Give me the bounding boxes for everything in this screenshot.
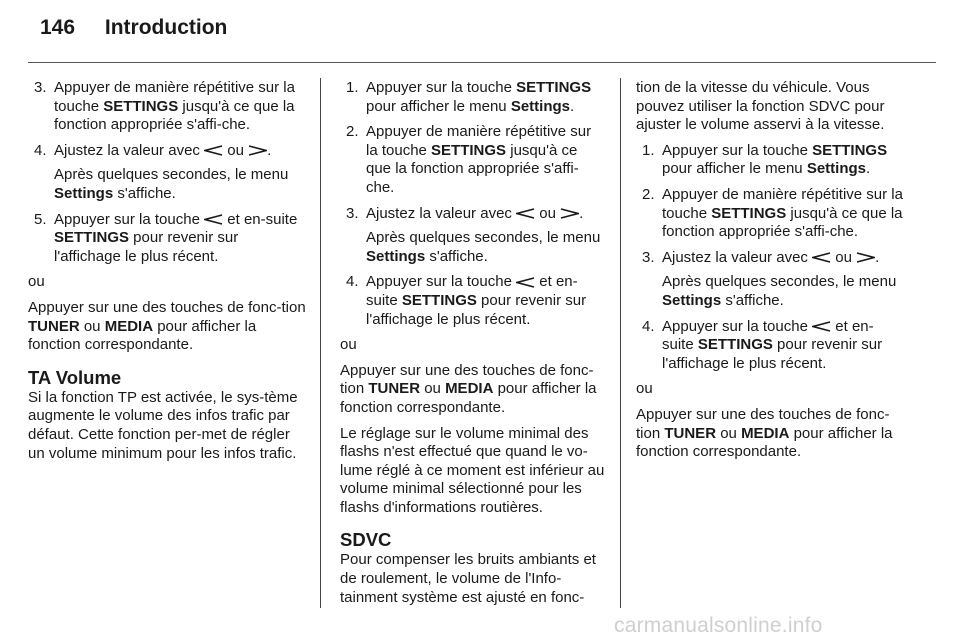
page-number: 146: [40, 16, 76, 39]
right-arrow-icon: [560, 208, 579, 219]
step-list: [636, 142, 904, 374]
list-item: 3. Appuyer de manière répétitive sur la touche SETTINGS jusqu'à ce que la fonction appropriée s'affi-che.: [34, 79, 295, 134]
left-arrow-icon: [204, 214, 223, 225]
alt-paragraph: Appuyer sur une des touches de fonc-tion TUNER ou MEDIA pour afficher la fonction correspondante.: [636, 405, 893, 461]
list-item: 4. Ajustez la valeur avec ou . Après quelques secondes, le menu Settings s'affiche.: [34, 141, 289, 202]
list-item: 1. Appuyer sur la touche SETTINGS pour afficher le menu Settings.: [346, 79, 592, 115]
body-paragraph: Si la fonction TP est activée, le sys-tème augmente le volume des infos trafic par défaut. Cette fonction per-met de régler un volume minimum pour les infos trafic.: [28, 388, 298, 462]
watermark: carmanualsonline.info: [614, 614, 823, 637]
header-rule: [28, 62, 936, 63]
column-divider: [320, 78, 321, 608]
body-paragraph: Pour compenser les bruits ambiants et de roulement, le volume de l'Info-tainment système est ajusté en fonc-: [340, 551, 596, 606]
column-3: [636, 79, 904, 469]
list-item: 4. Appuyer sur la touche et en-suite SETTINGS pour revenir sur l'affichage le plus récent.: [642, 317, 883, 372]
right-arrow-icon: [856, 252, 875, 263]
list-item: 4. Appuyer sur la touche et en-suite SETTINGS pour revenir sur l'affichage le plus récent.: [346, 273, 587, 328]
list-item: 2. Appuyer de manière répétitive sur la touche SETTINGS jusqu'à ce que la fonction appropriée s'affi-che.: [642, 185, 903, 241]
or-text: ou: [28, 273, 45, 291]
step-list: [28, 79, 308, 266]
right-arrow-icon: [248, 145, 267, 156]
left-arrow-icon: [812, 321, 831, 332]
section-heading: TA Volume: [28, 366, 122, 388]
list-item: 5. Appuyer sur la touche et en-suite SETTINGS pour revenir sur l'affichage le plus récent.: [34, 210, 298, 265]
step-list: [340, 79, 606, 329]
column-2: [340, 79, 606, 614]
page-header: [40, 16, 227, 40]
note-paragraph: Le réglage sur le volume minimal des flashs n'est effectué que quand le vo-lume réglé à ce moment est inférieur au volume minimal sélectionné pour les flashs d'informations routières.: [340, 424, 605, 516]
list-item: 3. Ajustez la valeur avec ou . Après quelques secondes, le menu Settings s'affiche.: [642, 248, 897, 309]
column-divider: [620, 78, 621, 608]
list-item: 2. Appuyer de manière répétitive sur la touche SETTINGS jusqu'à ce que la fonction appropriée s'affi-che.: [346, 123, 592, 196]
or-text: ou: [636, 380, 653, 398]
alt-paragraph: Appuyer sur une des touches de fonc-tion TUNER ou MEDIA pour afficher la fonction correspondante.: [340, 361, 597, 416]
left-arrow-icon: [516, 208, 535, 219]
left-arrow-icon: [204, 145, 223, 156]
section-heading: SDVC: [340, 529, 392, 551]
list-item: 1. Appuyer sur la touche SETTINGS pour afficher le menu Settings.: [642, 141, 888, 178]
column-1: [28, 79, 308, 470]
list-item: 3. Ajustez la valeur avec ou . Après quelques secondes, le menu Settings s'affiche.: [346, 204, 601, 265]
page-title: Introduction: [104, 16, 228, 39]
left-arrow-icon: [812, 252, 831, 263]
left-arrow-icon: [516, 277, 535, 288]
or-text: ou: [340, 336, 357, 354]
alt-paragraph: Appuyer sur une des touches de fonc-tion TUNER ou MEDIA pour afficher la fonction correspondante.: [28, 298, 306, 354]
body-paragraph: tion de la vitesse du véhicule. Vous pouvez utiliser la fonction SDVC pour ajuster le volume asservi à la vitesse.: [636, 79, 885, 134]
